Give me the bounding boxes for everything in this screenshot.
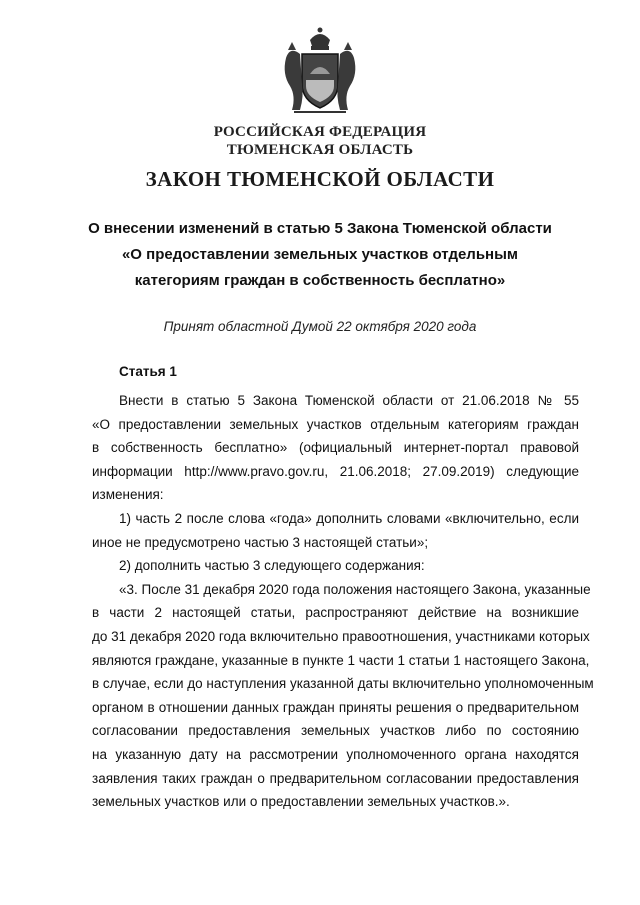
body-line: в собственность бесплатно» (официальный интернет-портал правовой [92,440,579,456]
body-line: до 31 декабря 2020 года включительно правоотношения, участниками которых [92,628,590,644]
coat-of-arms-icon [272,24,368,120]
body-line: являются граждане, указанные в пункте 1 части 1 статьи 1 настоящего Закона, [92,652,590,668]
body-line: заявления таких граждан о предварительном согласовании предоставления [92,770,579,786]
body-line: органом в отношении данных граждан приняты решения о предварительном [92,699,579,715]
body-line: информации http://www.pravo.gov.ru, 21.06.2018; 27.09.2019) следующие [92,463,579,479]
body-line: изменения: [92,487,164,503]
law-title-line: «О предоставлении земельных участков отдельным [121,246,519,263]
body-line: в части 2 настоящей статьи, распространяют действие на возникшие [92,605,579,621]
body-line: на указанную дату на рассмотрении уполномоченного органа находятся [92,746,579,762]
body-line: Внести в статью 5 Закона Тюменской области от 21.06.2018 № 55 [119,393,579,408]
region-heading: ТЮМЕНСКАЯ ОБЛАСТЬ [226,142,414,158]
law-title [60,216,580,294]
article-body [92,389,594,814]
body-line: согласовании предоставления земельных участков либо по состоянию [92,723,579,739]
country-heading: РОССИЙСКАЯ ФЕДЕРАЦИЯ [213,124,427,140]
body-line: иное не предусмотрено частью 3 настоящей статьи»; [92,534,429,550]
body-line: земельных участков или о предоставлении земельных участков.». [92,794,510,810]
body-line: 2) дополнить частью 3 следующего содержания: [119,558,425,574]
body-line: в случае, если до наступления указанной даты включительно уполномоченным [92,676,594,692]
body-line: 1) часть 2 после слова «года» дополнить словами «включительно, если [119,510,579,526]
law-title-line: категориям граждан в собственность бесплатно» [134,272,506,289]
law-title-line: О внесении изменений в статью 5 Закона Тюменской области [88,220,552,237]
body-line: «О предоставлении земельных участков отдельным категориям граждан [92,416,579,432]
body-line: «3. После 31 декабря 2020 года положения настоящего Закона, указанные [119,581,591,597]
adoption-note: Принят областной Думой 22 октября 2020 года [163,319,477,334]
article-heading: Статья 1 [119,364,177,379]
document-type-heading: ЗАКОН ТЮМЕНСКОЙ ОБЛАСТИ [145,167,495,191]
